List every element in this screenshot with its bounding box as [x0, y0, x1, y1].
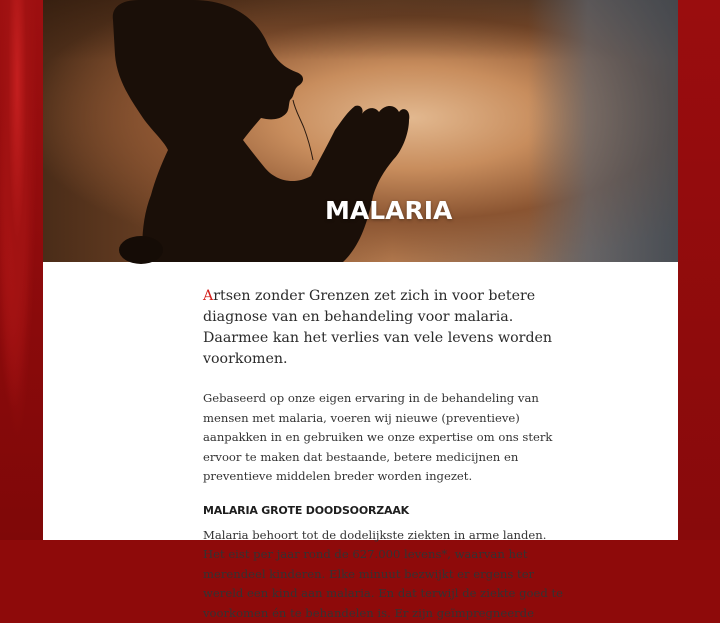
right-background-panel — [678, 0, 720, 540]
section-heading: MALARIA GROTE DOODSOORZAAK — [203, 504, 563, 517]
article-content — [203, 286, 563, 623]
lead-paragraph — [203, 286, 563, 370]
hero-banner — [43, 0, 678, 262]
body-paragraph-1: Gebaseerd op onze eigen ervaring in de behandeling van mensen met malaria, voeren wij nieuwe (preventieve) aanpakken in en gebruiken we onze expertise om ons sterk ervoor te maken dat bestaande, betere medicijnen en preventieve middelen breder worden ingezet. — [203, 389, 563, 487]
article-page — [43, 0, 678, 540]
lead-drop-letter: A — [203, 288, 213, 304]
left-background-panel — [0, 0, 43, 540]
hero-title: MALARIA — [325, 196, 452, 225]
body-paragraph-2: Malaria behoort tot de dodelijkste ziekten in arme landen. Het eist per jaar rond de 627.000 levens*, waarvan het merendeel kinderen. Elke minuut bezwijkt er ergens ter wereld een kind aan malaria. En dat terwijl de ziekte goed te voorkomen én te behandelen is. Er zijn geïmpregneerde — [203, 526, 563, 623]
lead-text: rtsen zonder Grenzen zet zich in voor betere diagnose van en behandeling voor malaria. Daarmee kan het verlies van vele levens worden voorkomen. — [203, 288, 552, 367]
